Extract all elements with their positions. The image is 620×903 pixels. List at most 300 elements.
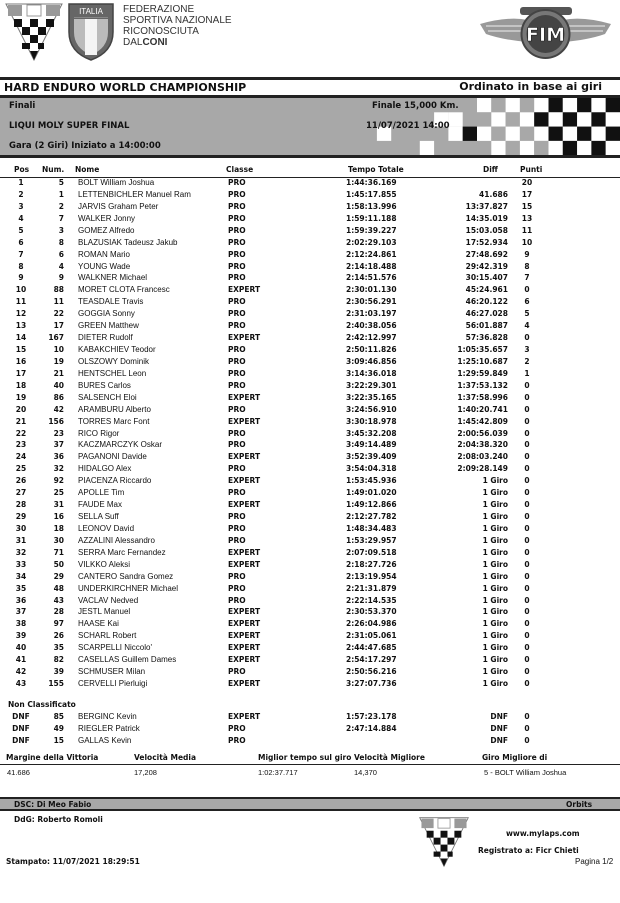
- table-row: [0, 404, 620, 416]
- row-time: 2:21:31.879: [346, 583, 397, 593]
- row-class: PRO: [228, 535, 246, 545]
- row-points: 0: [524, 404, 530, 414]
- checker-cell: [591, 98, 605, 112]
- row-class: EXPERT: [228, 285, 261, 295]
- row-num: 15: [53, 735, 64, 745]
- row-points: 0: [524, 679, 530, 689]
- row-diff: 1 Giro: [482, 523, 508, 533]
- row-name: KACZMARCZYK Oskar: [78, 440, 163, 450]
- row-pos: 28: [15, 500, 27, 510]
- row-class: PRO: [228, 249, 246, 259]
- table-row: [0, 666, 620, 678]
- row-num: 39: [53, 667, 64, 677]
- table-row: [0, 595, 620, 607]
- row-diff: 1 Giro: [482, 571, 508, 581]
- table-row: [0, 237, 620, 249]
- row-num: 25: [53, 488, 64, 498]
- table-row: [0, 723, 620, 735]
- row-time: 2:30:01.130: [346, 285, 397, 295]
- row-diff: 1 Giro: [482, 679, 508, 689]
- row-diff: 1 Giro: [482, 535, 508, 545]
- row-pos: 30: [15, 523, 27, 533]
- row-num: 97: [53, 619, 64, 629]
- row-num: 11: [53, 297, 64, 307]
- row-points: 10: [521, 237, 533, 247]
- row-name: RIEGLER Patrick: [78, 723, 140, 733]
- checker-cell: [448, 112, 462, 126]
- row-pos: 29: [15, 512, 27, 522]
- row-name: VACLAV Nedved: [78, 595, 139, 605]
- row-pos: 7: [18, 249, 24, 259]
- table-row: [0, 272, 620, 284]
- row-diff: 15:03.058: [465, 225, 508, 235]
- row-pos: 12: [15, 309, 27, 319]
- table-row: [0, 308, 620, 320]
- checker-cell: [591, 127, 605, 141]
- row-points: 0: [524, 571, 530, 581]
- row-diff: 1 Giro: [482, 631, 508, 641]
- table-row: [0, 618, 620, 630]
- row-time: 2:18:27.726: [346, 559, 397, 569]
- federation-line: FEDERAZIONE: [123, 4, 195, 15]
- table-row: [0, 630, 620, 642]
- table-row: [0, 678, 620, 690]
- row-num: 156: [48, 416, 64, 426]
- row-time: 1:53:29.957: [346, 535, 397, 545]
- row-class: PRO: [228, 201, 246, 211]
- row-time: 1:59:11.188: [346, 213, 397, 223]
- checker-cell: [606, 98, 620, 112]
- row-diff: 1 Giro: [482, 476, 508, 486]
- row-class: PRO: [228, 178, 246, 187]
- event-phase: Finali: [9, 101, 36, 111]
- table-row: [0, 735, 620, 747]
- checker-cell: [520, 112, 534, 126]
- row-time: 2:07:09.518: [346, 547, 397, 557]
- row-points: 0: [524, 723, 530, 733]
- row-diff: DNF: [490, 735, 508, 745]
- fic-logo: [4, 2, 64, 62]
- row-diff: 14:35.019: [465, 213, 508, 223]
- row-class: EXPERT: [228, 607, 261, 617]
- row-pos: 22: [15, 428, 27, 438]
- table-row: [0, 177, 620, 189]
- row-points: 0: [524, 619, 530, 629]
- row-diff: 57:36.828: [465, 333, 508, 343]
- row-name: SALSENCH Eloi: [78, 392, 137, 402]
- row-num: 92: [53, 476, 64, 486]
- table-row: [0, 463, 620, 475]
- row-time: 3:22:35.165: [346, 392, 397, 402]
- checker-cell: [506, 141, 520, 155]
- row-class: PRO: [228, 488, 246, 498]
- row-pos: 20: [15, 404, 27, 414]
- row-diff: 1 Giro: [482, 607, 508, 617]
- row-time: 3:14:36.018: [346, 368, 397, 378]
- row-pos: 5: [18, 225, 24, 235]
- table-row: [0, 249, 620, 261]
- summary-best-speed-value: 14,370: [354, 768, 377, 777]
- row-name: AZZALINI Alessandro: [78, 535, 155, 545]
- row-points: 4: [524, 321, 530, 331]
- row-time: 2:02:29.103: [346, 237, 397, 247]
- row-diff: DNF: [490, 723, 508, 733]
- row-pos: 25: [15, 464, 27, 474]
- row-pos: 18: [15, 380, 27, 390]
- row-points: 0: [524, 655, 530, 665]
- row-num: 86: [53, 392, 64, 402]
- table-row: [0, 380, 620, 392]
- checker-cell: [534, 98, 548, 112]
- summary-margin-label: Margine della Vittoria: [6, 753, 99, 762]
- table-row: [0, 547, 620, 559]
- row-num: 17: [53, 321, 64, 331]
- row-name: CASELLAS Guillem Dames: [78, 655, 177, 665]
- row-num: 7: [58, 213, 64, 223]
- row-num: 1: [58, 189, 64, 199]
- row-pos: 36: [15, 595, 27, 605]
- row-points: 0: [524, 392, 530, 402]
- row-points: 0: [524, 333, 530, 343]
- col-num: Num.: [42, 165, 65, 174]
- row-num: 85: [53, 712, 64, 721]
- fim-logo: [478, 4, 613, 64]
- row-class: EXPERT: [228, 679, 261, 689]
- row-diff: 46:20.122: [465, 297, 508, 307]
- row-name: WALKNER Michael: [78, 273, 148, 283]
- row-name: HIDALGO Alex: [78, 464, 132, 474]
- row-time: 3:22:29.301: [346, 380, 397, 390]
- checker-cell: [477, 98, 491, 112]
- row-time: 3:30:18.978: [346, 416, 397, 426]
- table-row: [0, 189, 620, 201]
- row-diff: 27:48.692: [465, 249, 508, 259]
- checker-cell: [506, 112, 520, 126]
- row-pos: 21: [15, 416, 27, 426]
- checker-cell: [491, 141, 505, 155]
- row-time: 3:52:39.409: [346, 452, 397, 462]
- row-pos: 2: [18, 189, 24, 199]
- row-pos: 41: [15, 655, 27, 665]
- checker-cell: [491, 98, 505, 112]
- row-pos: 39: [15, 631, 27, 641]
- row-num: 6: [58, 249, 64, 259]
- row-diff: 1 Giro: [482, 583, 508, 593]
- row-points: 0: [524, 440, 530, 450]
- row-points: 6: [524, 297, 530, 307]
- row-points: 0: [524, 631, 530, 641]
- row-name: LEONOV David: [78, 523, 135, 533]
- table-row: [0, 451, 620, 463]
- row-name: SELLA Suff: [78, 512, 119, 522]
- row-diff: 56:01.887: [465, 321, 508, 331]
- row-class: PRO: [228, 523, 246, 533]
- col-class: Classe: [226, 165, 254, 174]
- checker-cell: [606, 141, 620, 155]
- row-name: RICO Rigor: [78, 428, 120, 438]
- website-link[interactable]: www.mylaps.com: [506, 829, 580, 838]
- summary-avg-speed-value: 17,208: [134, 768, 157, 777]
- row-class: PRO: [228, 273, 246, 283]
- row-time: 1:53:45.936: [346, 476, 397, 486]
- row-name: GREEN Matthew: [78, 321, 139, 331]
- row-class: EXPERT: [228, 547, 261, 557]
- row-pos: 38: [15, 619, 27, 629]
- row-class: PRO: [228, 595, 246, 605]
- row-points: 0: [524, 595, 530, 605]
- federation-coni: CONI: [142, 37, 168, 48]
- row-num: 10: [53, 345, 64, 355]
- row-pos: 15: [15, 345, 27, 355]
- row-pos: 32: [15, 547, 27, 557]
- row-class: PRO: [228, 428, 246, 438]
- row-name: SERRA Marc Fernandez: [78, 547, 166, 557]
- row-pos: 24: [15, 452, 27, 462]
- row-pos: DNF: [12, 735, 30, 745]
- row-pos: 26: [15, 476, 27, 486]
- row-num: 3: [58, 225, 64, 235]
- checker-cell: [606, 127, 620, 141]
- non-classified-title: Non Classificato: [8, 700, 76, 709]
- row-points: 15: [521, 201, 533, 211]
- row-time: 2:50:11.826: [346, 345, 397, 355]
- col-time: Tempo Totale: [348, 165, 404, 174]
- table-row: [0, 368, 620, 380]
- race-datetime: 11/07/2021 14:00: [366, 121, 450, 131]
- col-name: Nome: [75, 165, 100, 174]
- fic-footer-logo: [418, 816, 470, 868]
- table-row: [0, 392, 620, 404]
- row-class: PRO: [228, 213, 246, 223]
- row-points: 7: [524, 273, 530, 283]
- row-pos: DNF: [12, 712, 30, 721]
- row-num: 37: [53, 440, 64, 450]
- row-class: EXPERT: [228, 416, 261, 426]
- row-name: PIACENZA Riccardo: [78, 476, 152, 486]
- row-pos: 4: [18, 213, 24, 223]
- row-class: PRO: [228, 404, 246, 414]
- row-num: 16: [53, 512, 64, 522]
- row-pos: 10: [15, 285, 27, 295]
- row-diff: 45:24.961: [465, 285, 508, 295]
- orbits-label: Orbits: [566, 799, 593, 809]
- checker-cell: [563, 112, 577, 126]
- row-diff: 1 Giro: [482, 488, 508, 498]
- row-class: PRO: [228, 297, 246, 307]
- row-num: 155: [48, 679, 64, 689]
- row-num: 8: [58, 237, 64, 247]
- row-time: 1:49:12.866: [346, 500, 397, 510]
- row-points: 20: [521, 178, 533, 187]
- row-time: 2:42:12.997: [346, 333, 397, 343]
- row-diff: 1:05:35.657: [457, 345, 508, 355]
- row-time: 2:26:04.986: [346, 619, 397, 629]
- row-name: GOGGIA Sonny: [78, 309, 135, 319]
- row-points: 0: [524, 547, 530, 557]
- row-points: 3: [524, 345, 530, 355]
- row-num: 48: [53, 583, 64, 593]
- page-title: HARD ENDURO WORLD CHAMPIONSHIP: [4, 81, 247, 94]
- table-row: [0, 332, 620, 344]
- row-name: HENTSCHEL Leon: [78, 368, 147, 378]
- registered-to: Registrato a: Ficr Chieti: [478, 846, 579, 855]
- row-points: 0: [524, 712, 530, 721]
- row-time: 2:30:56.291: [346, 297, 397, 307]
- row-time: 1:48:34.483: [346, 523, 397, 533]
- row-pos: 14: [15, 333, 27, 343]
- row-name: SCARPELLI Niccolo': [78, 643, 152, 653]
- row-pos: 37: [15, 607, 27, 617]
- federation-dal: DAL: [123, 37, 143, 48]
- table-row: [0, 296, 620, 308]
- sort-label: Ordinato in base ai giri: [459, 80, 602, 93]
- row-class: EXPERT: [228, 452, 261, 462]
- row-diff: 13:37.827: [465, 201, 508, 211]
- row-class: PRO: [228, 189, 246, 199]
- summary-best-lap-label: Miglior tempo sul giro: [258, 753, 352, 762]
- table-row: [0, 284, 620, 296]
- checker-cell: [577, 112, 591, 126]
- row-class: PRO: [228, 321, 246, 331]
- row-time: 2:44:47.685: [346, 643, 397, 653]
- checker-cell: [577, 98, 591, 112]
- table-row: [0, 475, 620, 487]
- row-name: APOLLE Tim: [78, 488, 125, 498]
- row-points: 0: [524, 607, 530, 617]
- summary-best-lap-by-label: Giro Migliore di: [482, 753, 548, 762]
- row-num: 35: [53, 643, 64, 653]
- row-class: EXPERT: [228, 476, 261, 486]
- race-distance: Finale 15,000 Km.: [372, 101, 459, 111]
- row-pos: 3: [18, 201, 24, 211]
- checker-cell: [534, 141, 548, 155]
- row-diff: 1 Giro: [482, 547, 508, 557]
- row-class: PRO: [228, 667, 246, 677]
- row-points: 0: [524, 452, 530, 462]
- table-row: [0, 225, 620, 237]
- row-num: 2: [58, 201, 64, 211]
- row-name: BLAZUSIAK Tadeusz Jakub: [78, 237, 178, 247]
- row-time: 2:14:18.488: [346, 261, 397, 271]
- row-diff: 1 Giro: [482, 500, 508, 510]
- checker-cell: [477, 127, 491, 141]
- federation-line: RICONOSCIUTA: [123, 26, 199, 37]
- checker-cell: [549, 127, 563, 141]
- row-diff: 2:09:28.149: [457, 464, 508, 474]
- row-diff: 41.686: [479, 189, 508, 199]
- row-num: 88: [53, 285, 64, 295]
- row-points: 9: [524, 249, 530, 259]
- checker-cell: [563, 141, 577, 155]
- checker-cell: [506, 127, 520, 141]
- row-pos: 40: [15, 643, 27, 653]
- row-diff: 2:00:56.039: [457, 428, 508, 438]
- summary-best-lap-by-value: 5 - BOLT William Joshua: [484, 768, 567, 777]
- row-points: 5: [524, 309, 530, 319]
- row-points: 0: [524, 285, 530, 295]
- table-row: [0, 416, 620, 428]
- col-pos: Pos: [14, 165, 30, 174]
- checker-cell: [549, 141, 563, 155]
- row-diff: 1 Giro: [482, 559, 508, 569]
- table-row: [0, 523, 620, 535]
- checker-cell: [506, 98, 520, 112]
- checker-cell: [520, 127, 534, 141]
- row-diff: 1 Giro: [482, 643, 508, 653]
- row-name: LETTENBICHLER Manuel Ram: [78, 189, 191, 199]
- row-pos: 35: [15, 583, 27, 593]
- row-points: 11: [521, 225, 533, 235]
- page-number: Pagina 1/2: [575, 857, 614, 866]
- row-pos: 31: [15, 535, 27, 545]
- row-num: 42: [53, 404, 64, 414]
- row-pos: 19: [15, 392, 27, 402]
- row-diff: 1 Giro: [482, 619, 508, 629]
- checker-cell: [463, 127, 477, 141]
- row-class: PRO: [228, 440, 246, 450]
- row-pos: 43: [15, 679, 27, 689]
- row-diff: 1 Giro: [482, 512, 508, 522]
- row-time: 3:45:32.208: [346, 428, 397, 438]
- row-num: 36: [53, 452, 64, 462]
- row-num: 31: [53, 500, 64, 510]
- row-class: EXPERT: [228, 643, 261, 653]
- italia-shield-logo: [66, 2, 116, 62]
- row-diff: 1:37:58.996: [457, 392, 508, 402]
- row-points: 2: [524, 356, 530, 366]
- row-pos: 23: [15, 440, 27, 450]
- row-points: 0: [524, 476, 530, 486]
- dsc-label: DSC: Di Meo Fabio: [14, 799, 92, 809]
- row-points: 0: [524, 500, 530, 510]
- row-time: 2:40:38.056: [346, 321, 397, 331]
- table-row: [0, 213, 620, 225]
- row-time: 2:50:56.216: [346, 667, 397, 677]
- row-name: GOMEZ Alfredo: [78, 225, 135, 235]
- fim-logo-text: FIM: [526, 24, 565, 46]
- summary-best-lap-value: 1:02:37.717: [258, 768, 298, 777]
- row-name: DIETER Rudolf: [78, 333, 133, 343]
- row-diff: 1:40:20.741: [457, 404, 508, 414]
- row-pos: 8: [18, 261, 24, 271]
- row-num: 5: [58, 178, 64, 187]
- row-pos: 17: [15, 368, 27, 378]
- italia-label: ITALIA: [79, 7, 103, 16]
- row-points: 0: [524, 416, 530, 426]
- row-name: SCHMUSER Milan: [78, 667, 146, 677]
- checker-cell: [491, 112, 505, 126]
- row-class: PRO: [228, 237, 246, 247]
- row-class: EXPERT: [228, 333, 261, 343]
- row-time: 1:45:17.855: [346, 189, 397, 199]
- row-class: PRO: [228, 583, 246, 593]
- row-points: 0: [524, 643, 530, 653]
- table-row: [0, 606, 620, 618]
- row-name: JESTL Manuel: [78, 607, 131, 617]
- row-name: TORRES Marc Font: [78, 416, 150, 426]
- row-time: 2:31:03.197: [346, 309, 397, 319]
- row-name: CERVELLI Pierluigi: [78, 679, 148, 689]
- table-row: [0, 571, 620, 583]
- row-time: 1:44:36.169: [346, 178, 397, 187]
- checker-cell: [591, 141, 605, 155]
- row-time: 3:49:14.489: [346, 440, 397, 450]
- row-class: PRO: [228, 345, 246, 355]
- race-info: Gara (2 Giri) Iniziato a 14:00:00: [9, 141, 161, 151]
- row-num: 49: [53, 723, 64, 733]
- row-name: YOUNG Wade: [78, 261, 131, 271]
- federation-line: SPORTIVA NAZIONALE: [123, 15, 232, 26]
